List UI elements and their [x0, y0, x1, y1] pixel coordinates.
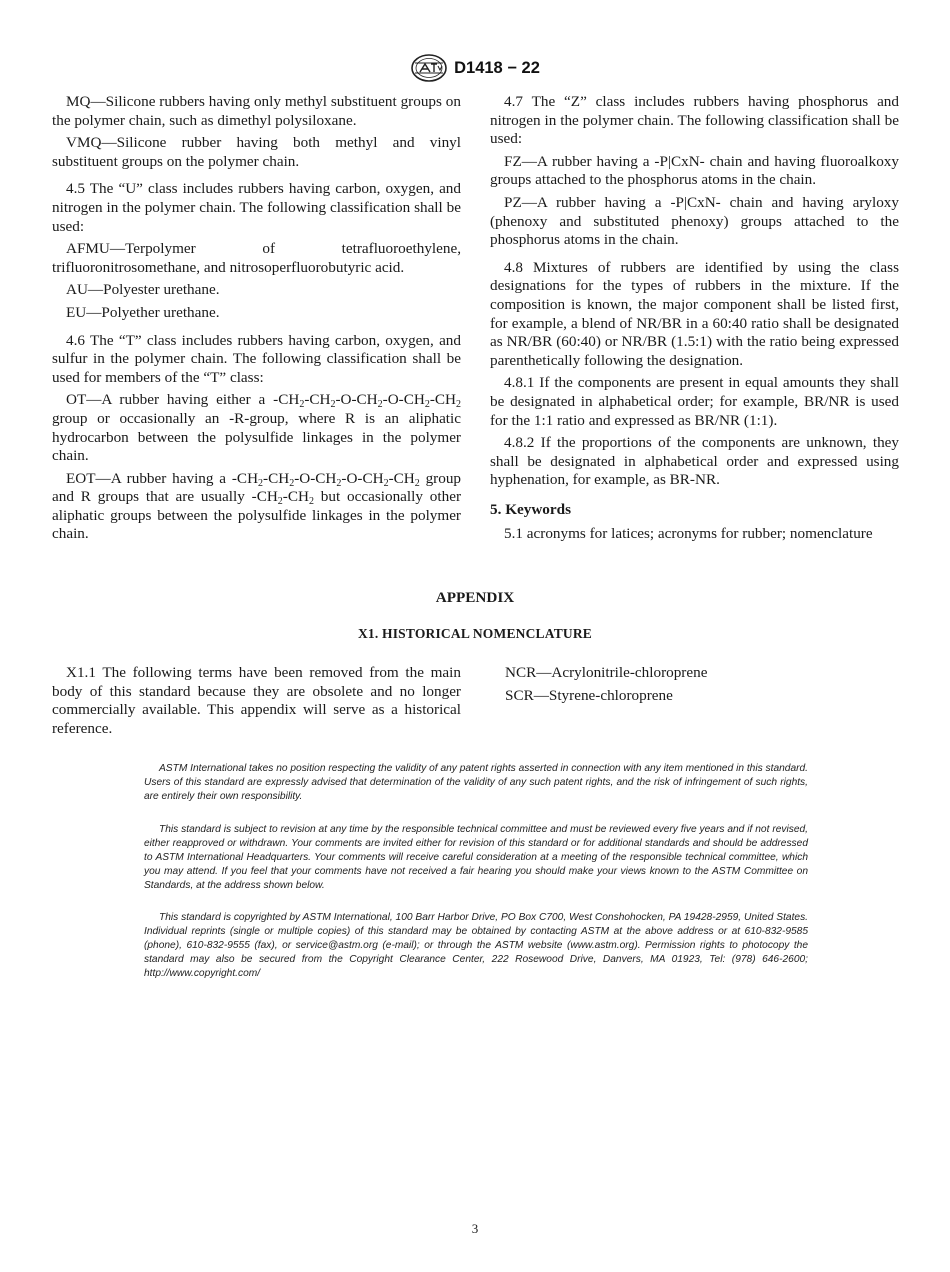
au-definition: AU—Polyester urethane.	[66, 281, 220, 299]
eot-rest: but occasionally other aliphatic groups between the polysulfide linkages in the polymer chain.	[52, 488, 461, 543]
section-4-8: 4.8 Mixtures of rubbers are identified by using the class designations for the types of rubbers in the mixture. If the composition is known, the major component shall be listed first, for example, a blend of NR/BR in a 60:40 ratio shall be designated as NR/BR (60:40) or NR/BR (1.5:1) with the ratio being expressed parenthetically following the designation.	[490, 258, 899, 369]
left-column	[52, 93, 461, 548]
ot-label: OT—A rubber having either a	[66, 391, 266, 409]
patent-notice	[144, 762, 808, 804]
scr-definition: SCR—Styrene-chloroprene	[505, 686, 673, 704]
standard-designation: D1418 − 22	[454, 58, 540, 77]
eu-definition: EU—Polyether urethane.	[66, 303, 220, 321]
ot-rest: group or occasionally an -R-group, where R is an aliphatic hydrocarbon between the polysulfide linkages in the polymer chain.	[52, 409, 461, 465]
page-header	[0, 54, 950, 82]
eot-mid: group and R groups that are usually	[52, 469, 462, 506]
ncr-definition: NCR—Acrylonitrile-chloroprene	[505, 664, 708, 681]
copyright-notice-text: This standard is copyrighted by ASTM International, 100 Barr Harbor Drive, PO Box C700, West Conshohocken, PA 19428-2959, United States. Individual reprints (single or multiple copies) of this standard may be obtained by contacting ASTM at the above address or at 610-832-9585 (phone), 610-832-9555 (fax), or service@astm.org (e-mail); or through the ASTM website (www.astm.org). Permission rights to photocopy the standard may also be secured from the Copyright Clearance Center, 222 Rosewood Drive, Danvers, MA 01923, Tel: (978) 646-2600; http://www.copyright.com/	[144, 912, 808, 979]
section-4-8-2: 4.8.2 If the proportions of the components are unknown, they shall be designated in alphabetical order and expressed using hyphenation, for example, as BR-NR.	[490, 434, 899, 489]
section-4-6: 4.6 The “T” class includes rubbers having carbon, oxygen, and sulfur in the polymer chain. The following classification shall be used for members of the “T” class:	[52, 331, 461, 386]
revision-notice-text: This standard is subject to revision at any time by the responsible technical committee and must be reviewed every five years and if not revised, either reapproved or withdrawn. Your comments are invited either for revision of this standard or for additional standards and should be addressed to ASTM International Headquarters. Your comments will receive careful consideration at a meeting of the responsible technical committee, which you may attend. If you feel that your comments have not received a fair hearing you should make your views known to the ASTM Committee on Standards, at the address shown below.	[144, 824, 808, 891]
section-x1-1: X1.1 The following terms have been removed from the main body of this standard because they are obsolete and no longer commercially available. This appendix will serve as a historical reference.	[52, 664, 461, 737]
section-5-1: 5.1 acronyms for latices; acronyms for rubber; nomenclature	[504, 525, 873, 543]
astm-logo-icon	[410, 54, 448, 82]
pz-definition: PZ—A rubber having a -P|CxN- chain and having aryloxy (phenoxy and substituted phenoxy) groups attached to the phosphorus atoms in the chain.	[490, 193, 899, 249]
x1-title: X1. HISTORICAL NOMENCLATURE	[357, 626, 593, 641]
section-4-5: 4.5 The “U” class includes rubbers having carbon, oxygen, and nitrogen in the polymer chain. The following classification shall be used:	[52, 180, 461, 235]
patent-notice-text: ASTM International takes no position respecting the validity of any patent rights asserted in connection with any item mentioned in this standard. Users of this standard are expressly advised that determination of the validity of any such patent rights, and the risk of infringement of such rights, are entirely their own responsibility.	[144, 763, 808, 802]
mq-definition: MQ—Silicone rubbers having only methyl substituent groups on the polymer chain, such as dimethyl polysiloxane.	[52, 93, 461, 129]
section-4-7: 4.7 The “Z” class includes rubbers having phosphorus and nitrogen in the polymer chain. The following classification shall be used:	[490, 93, 899, 148]
copyright-notice	[144, 911, 808, 981]
appendix-right-column	[505, 664, 905, 709]
vmq-definition: VMQ—Silicone rubber having both methyl and vinyl substituent groups on the polymer chain.	[52, 134, 461, 170]
appendix-left-column	[52, 664, 461, 738]
revision-notice	[144, 823, 808, 893]
right-column	[490, 93, 899, 548]
section-4-8-1: 4.8.1 If the components are present in equal amounts they shall be designated in alphabetical order; for example, BR/NR is used for the 1:1 ratio and expressed as BR/NR (1:1).	[490, 374, 899, 429]
fz-definition: FZ—A rubber having a -P|CxN- chain and having fluoroalkoxy groups attached to the phosphorus atoms in the chain.	[490, 152, 899, 189]
keywords-heading: 5. Keywords	[490, 500, 571, 518]
page-number: 3	[471, 1221, 479, 1236]
appendix-title: APPENDIX	[435, 589, 515, 606]
ot-definition: OT—A rubber having either a $-CH_2-CH_2-O-CH_2-O-CH_2-CH_2$ group or occasionally an -R-group, where R is an aliphatic hydrocarbon between the polysulfide linkages in the polymer chain.	[52, 391, 461, 465]
eot-label: EOT—A rubber having a	[66, 469, 227, 487]
eot-definition: EOT—A rubber having a $-CH_2-CH_2-O-CH_2-O-CH_2-CH_2$ group and R groups that are usually $-CH_2-CH_2$ but occasionally other aliphatic groups between the polysulfide linkages in the polymer chain.	[52, 469, 462, 543]
afmu-definition: AFMU—Terpolymer of tetrafluoroethylene, trifluoronitrosomethane, and nitrosoperfluorobutyric acid.	[52, 240, 461, 276]
